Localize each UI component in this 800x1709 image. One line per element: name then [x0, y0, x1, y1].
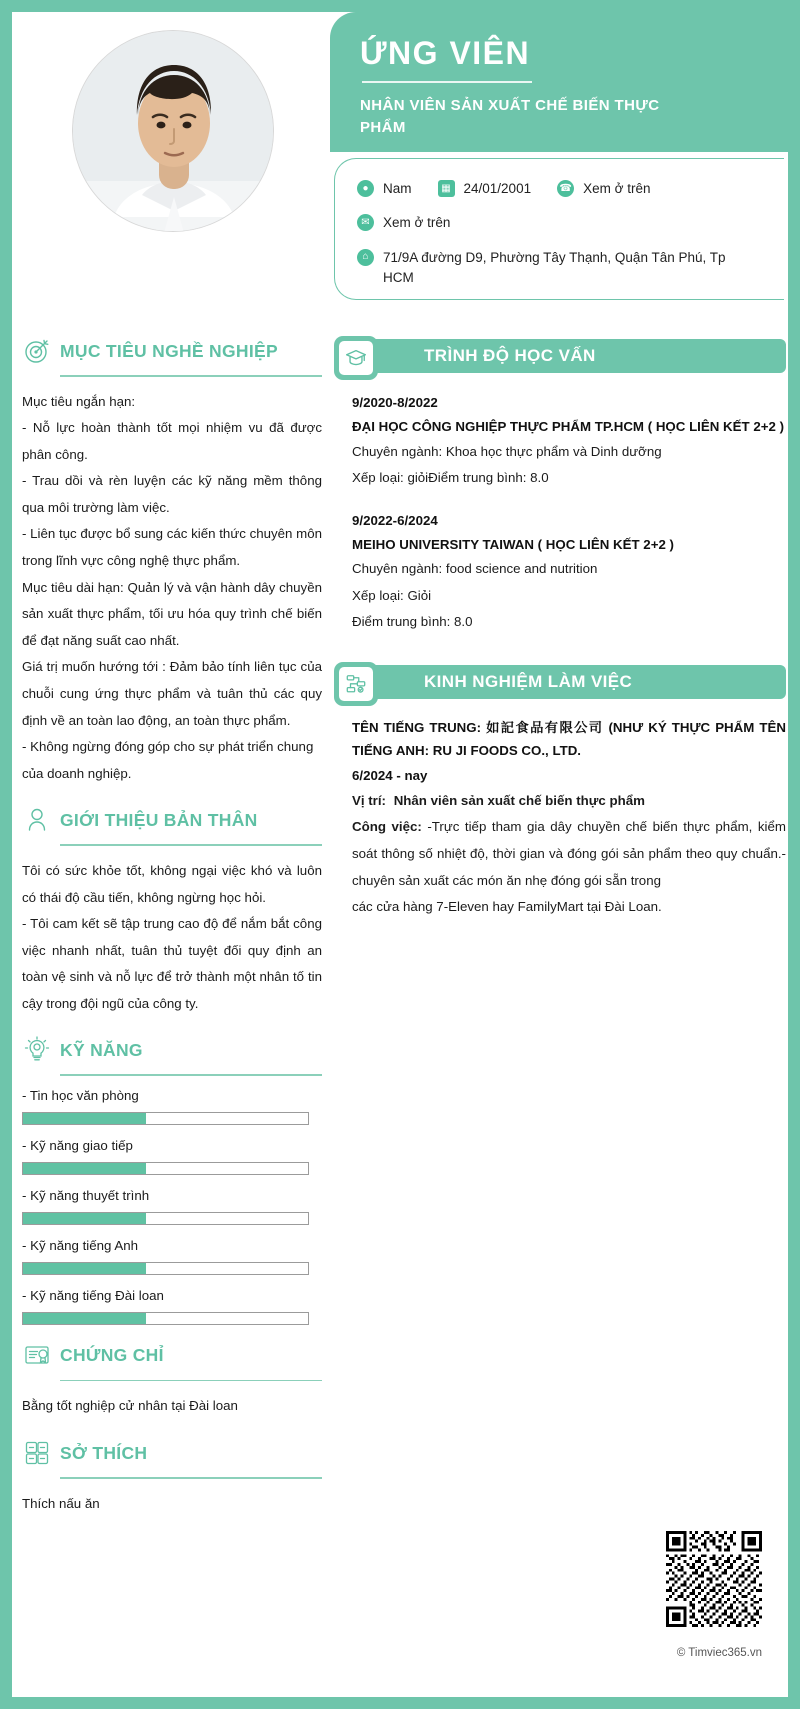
frame-left — [0, 0, 12, 1709]
education-date: 9/2020-8/2022 — [352, 395, 438, 410]
certificates-heading — [22, 1341, 322, 1371]
skill-item — [22, 1188, 322, 1225]
experience-duty — [352, 814, 786, 894]
name-divider — [362, 81, 532, 83]
section-education — [334, 336, 786, 636]
hobbies-divider — [60, 1477, 322, 1479]
objective-heading — [22, 336, 322, 366]
section-objective — [22, 336, 322, 787]
skill-label: - Kỹ năng tiếng Anh — [22, 1237, 139, 1253]
section-hobbies — [22, 1438, 322, 1517]
skill-bar-fill — [23, 1263, 146, 1274]
hobbies-heading — [22, 1438, 322, 1468]
contact-email[interactable] — [357, 213, 450, 233]
objective-title: MỤC TIÊU NGHỀ NGHIỆP — [60, 340, 278, 361]
experience-duty-text: -Trực tiếp tham gia dây chuyền chế biến thực phẩm, kiểm soát thông số nhiệt độ, thời gian và đóng gói sản phẩm theo quy chuẩn.- chuyên sản xuất các món ăn nhẹ đóng gói sẵn trong — [352, 819, 786, 888]
right-column — [334, 336, 786, 937]
experience-title: KINH NGHIỆM LÀM VIỆC — [424, 672, 633, 691]
section-skills — [22, 1035, 322, 1325]
experience-entry — [334, 716, 786, 921]
experience-position — [352, 788, 786, 815]
education-heading — [334, 336, 786, 376]
experience-duty-label: Công việc: — [352, 819, 422, 835]
skill-label: - Tin học văn phòng — [22, 1087, 139, 1103]
phone-icon: ☎ — [557, 180, 574, 197]
section-about — [22, 805, 322, 1017]
footer-credit: © Timviec365.vn — [676, 1647, 762, 1659]
experience-heading — [334, 662, 786, 702]
education-grade: Xếp loại: Giỏi — [352, 587, 432, 603]
skills-heading — [22, 1035, 322, 1065]
cv-header — [330, 12, 788, 152]
contact-gender — [357, 179, 412, 199]
contact-gender-value: Nam — [383, 181, 412, 196]
education-date: 9/2022-6/2024 — [352, 512, 438, 528]
certificates-divider — [60, 1380, 322, 1382]
home-icon: ⌂ — [357, 249, 374, 266]
education-title: TRÌNH ĐỘ HỌC VẤN — [424, 346, 596, 365]
skill-bar-fill — [23, 1113, 146, 1124]
contact-birthday-value: 24/01/2001 — [463, 181, 532, 196]
skill-bar-fill — [23, 1313, 146, 1324]
skill-bar — [22, 1112, 309, 1125]
skill-bar-fill — [23, 1163, 146, 1174]
left-column — [22, 336, 322, 1533]
experience-duty-cont: các cửa hàng 7-Eleven hay FamilyMart tại Đài Loan. — [352, 899, 662, 915]
contact-phone[interactable] — [557, 179, 650, 199]
education-entry — [334, 390, 786, 492]
objective-p1: - Nỗ lực hoàn thành tốt mọi nhiệm vu đã được phân công. — [22, 420, 322, 462]
skill-bar — [22, 1262, 309, 1275]
experience-date: 6/2024 - nay — [352, 767, 428, 783]
section-experience — [334, 662, 786, 921]
target-icon — [22, 336, 52, 366]
about-title: GIỚI THIỆU BẢN THÂN — [60, 809, 258, 830]
skill-bar — [22, 1162, 309, 1175]
education-school: MEIHO UNIVERSITY TAIWAN ( HỌC LIÊN KẾT 2+2 ) — [352, 536, 674, 552]
frame-right — [788, 0, 800, 1709]
skill-label: - Kỹ năng tiếng Đài loan — [22, 1287, 164, 1303]
experience-position-value: Nhân viên sản xuất chế biến thực phẩm — [393, 792, 645, 808]
certificate-icon — [22, 1341, 52, 1371]
objective-p5: Giá trị muốn hướng tới : Đảm bảo tính liên tục của chuỗi cung ứng thực phẩm và tuân thủ các quy định về an toàn lao động, an toàn thực phẩm. — [22, 659, 322, 728]
lightbulb-icon — [22, 1035, 52, 1065]
skill-item — [22, 1288, 322, 1325]
experience-company: TÊN TIẾNG TRUNG: 如記食品有限公司 (NHƯ KÝ THỰC PHẨM TÊN TIẾNG ANH: RU JI FOODS CO., LTD. — [352, 720, 786, 759]
skill-bar — [22, 1312, 309, 1325]
candidate-role: NHÂN VIÊN SẢN XUẤT CHẾ BIẾN THỰC PHẨM — [360, 97, 660, 136]
objective-p4: Mục tiêu dài hạn: Quản lý và vận hành dây chuyền sản xuất thực phẩm, tối ưu hóa quy trình chế biến để đạt năng suất cao nhất. — [22, 579, 322, 648]
contact-card — [334, 158, 784, 300]
objective-p3: - Liên tục được bổ sung các kiến thức chuyên môn trong lĩnh vực công nghệ thực phẩm. — [22, 526, 323, 569]
avatar — [72, 30, 274, 232]
about-p1: - Tôi cam kết sẽ tập trung cao độ để nắm bắt công việc nhanh nhất, tuân thủ tuyệt đối quy định an toàn vệ sinh và nỗ lực để trở thành một nhân tố tin cậy trong đội ngũ của công ty. — [22, 916, 322, 1011]
calendar-icon: ▦ — [438, 180, 455, 197]
user-icon: ● — [357, 180, 374, 197]
graduation-cap-icon — [339, 341, 373, 375]
certificate-item: Bằng tốt nghiệp cử nhân tại Đài loan — [22, 1398, 238, 1414]
section-certificates — [22, 1341, 322, 1420]
contact-phone-value: Xem ở trên — [583, 181, 651, 196]
skill-item — [22, 1238, 322, 1275]
skill-label: - Kỹ năng giao tiếp — [22, 1137, 133, 1153]
objective-divider — [60, 375, 322, 377]
frame-bottom — [0, 1697, 800, 1709]
contact-row-1 — [357, 179, 774, 199]
education-major: Chuyên ngành: food science and nutrition — [352, 561, 598, 577]
workflow-icon — [339, 667, 373, 701]
education-gpa: Điểm trung bình: 8.0 — [352, 614, 473, 630]
skill-label: - Kỹ năng thuyết trình — [22, 1187, 150, 1203]
education-major: Chuyên ngành: Khoa học thực phẩm và Dinh dưỡng — [352, 443, 662, 459]
person-icon — [22, 805, 52, 835]
education-grade: Xếp loại: giỏiĐiểm trung bình: 8.0 — [352, 470, 549, 486]
education-badge — [334, 336, 378, 380]
contact-row-3 — [357, 248, 774, 289]
skill-item — [22, 1138, 322, 1175]
contact-email-value: Xem ở trên — [383, 215, 451, 231]
experience-badge — [334, 662, 378, 706]
contact-address — [357, 248, 748, 289]
experience-heading-bar — [352, 665, 786, 699]
contact-address-value: 71/9A đường D9, Phường Tây Thạnh, Quận Tân Phú, Tp HCM — [383, 249, 726, 285]
skills-divider — [60, 1074, 322, 1076]
email-icon: ✉ — [357, 214, 374, 231]
avatar-photo — [73, 31, 274, 232]
skills-title: KỸ NĂNG — [60, 1039, 143, 1060]
puzzle-icon — [22, 1438, 52, 1468]
contact-row-2 — [357, 213, 774, 233]
qr-code — [666, 1531, 762, 1627]
certificates-title: CHỨNG CHỈ — [60, 1345, 164, 1366]
education-school: ĐẠI HỌC CÔNG NGHIỆP THỰC PHẨM TP.HCM ( HỌC LIÊN KẾT 2+2 ) — [352, 419, 785, 435]
skill-bar — [22, 1212, 309, 1225]
frame-top — [0, 0, 800, 12]
skill-bar-fill — [23, 1213, 146, 1224]
about-divider — [60, 844, 322, 846]
hobby-item: Thích nấu ăn — [22, 1495, 100, 1511]
objective-p2: - Trau dồi và rèn luyện các kỹ năng mềm thông qua môi trường làm việc. — [22, 473, 322, 515]
objective-p6: - Không ngừng đóng góp cho sự phát triển chung của doanh nghiệp. — [22, 739, 314, 781]
about-heading — [22, 805, 322, 835]
education-heading-bar — [352, 339, 786, 373]
skill-item — [22, 1088, 322, 1125]
hobbies-title: SỞ THÍCH — [60, 1442, 148, 1463]
objective-p0: Mục tiêu ngắn hạn: — [22, 393, 136, 409]
about-p0: Tôi có sức khỏe tốt, không ngại việc khó và luôn có thái độ cầu tiến, không ngừng học hỏi. — [22, 862, 322, 905]
education-entry — [334, 508, 786, 636]
experience-position-label: Vị trí: — [352, 792, 386, 808]
contact-birthday — [438, 179, 532, 199]
candidate-name: ỨNG VIÊN — [360, 35, 531, 71]
